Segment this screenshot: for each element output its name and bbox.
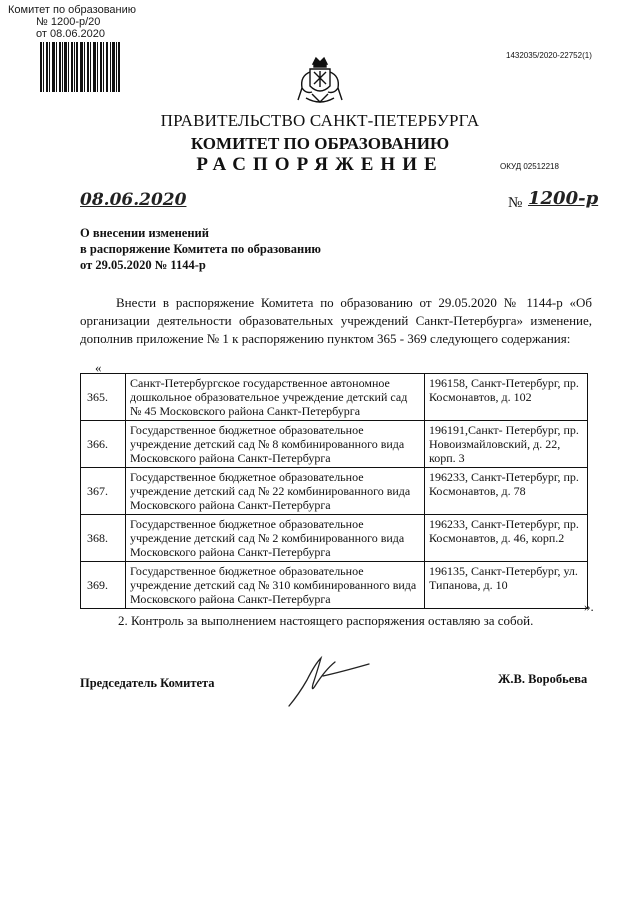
opening-quote: « bbox=[95, 360, 102, 375]
row-number: 367. bbox=[81, 468, 126, 515]
table-row bbox=[81, 421, 588, 468]
signatory-position: Председатель Комитета bbox=[80, 676, 215, 690]
institution-name: Государственное бюджетное образовательное учреждение детский сад № 310 комбинированного вида Московского района Санкт-Петербурга bbox=[126, 562, 425, 609]
barcode-icon bbox=[40, 42, 120, 92]
table-row bbox=[81, 374, 588, 421]
coat-of-arms-icon bbox=[296, 54, 344, 106]
institutions-table bbox=[80, 373, 588, 609]
government-title: ПРАВИТЕЛЬСТВО САНКТ-ПЕТЕРБУРГА bbox=[160, 111, 480, 130]
row-number: 368. bbox=[81, 515, 126, 562]
document-subject bbox=[80, 225, 321, 273]
institution-address: 196135, Санкт-Петербург, ул. Типанова, д. 10 bbox=[425, 562, 588, 609]
order-number-label: № bbox=[508, 195, 523, 211]
table-row bbox=[81, 515, 588, 562]
table-row bbox=[81, 468, 588, 515]
subject-line-3: от 29.05.2020 № 1144-р bbox=[80, 258, 206, 272]
committee-title: КОМИТЕТ ПО ОБРАЗОВАНИЮ bbox=[190, 134, 450, 153]
stamp-line-3: от 08.06.2020 bbox=[36, 28, 106, 40]
row-number: 366. bbox=[81, 421, 126, 468]
subject-line-2: в распоряжение Комитета по образованию bbox=[80, 242, 321, 256]
okud-code: ОКУД 02512218 bbox=[500, 162, 559, 171]
subject-line-1: О внесении изменений bbox=[80, 226, 209, 240]
signature-icon bbox=[285, 650, 375, 710]
institution-address: 196158, Санкт-Петербург, пр. Космонавтов, д. 102 bbox=[425, 374, 588, 421]
institution-address: 196191,Санкт- Петербург, пр. Новоизмайловский, д. 22, корп. 3 bbox=[425, 421, 588, 468]
institution-name: Санкт-Петербургское государственное автономное дошкольное образовательное учреждение детский сад № 45 Московского района Санкт-Петербурга bbox=[126, 374, 425, 421]
institution-name: Государственное бюджетное образовательное учреждение детский сад № 8 комбинированного вида Московского района Санкт-Петербурга bbox=[126, 421, 425, 468]
document-type: РАСПОРЯЖЕНИЕ bbox=[196, 154, 444, 175]
institution-address: 196233, Санкт-Петербург, пр. Космонавтов, д. 46, корп.2 bbox=[425, 515, 588, 562]
registration-number: 1432035/2020-22752(1) bbox=[506, 51, 592, 60]
stamp-line-2: № 1200-р/20 bbox=[36, 16, 101, 28]
control-clause: 2. Контроль за выполнением настоящего распоряжения оставляю за собой. bbox=[118, 613, 534, 628]
institution-name: Государственное бюджетное образовательное учреждение детский сад № 2 комбинированного вида Московского района Санкт-Петербурга bbox=[126, 515, 425, 562]
main-paragraph bbox=[80, 294, 592, 348]
stamp-line-1: Комитет по образованию bbox=[8, 4, 136, 16]
order-number-handwritten: 1200-р bbox=[528, 188, 599, 209]
institution-name: Государственное бюджетное образовательное учреждение детский сад № 22 комбинированного вида Московского района Санкт-Петербурга bbox=[126, 468, 425, 515]
closing-quote: ». bbox=[584, 599, 594, 614]
row-number: 365. bbox=[81, 374, 126, 421]
table-row bbox=[81, 562, 588, 609]
institution-address: 196233, Санкт-Петербург, пр. Космонавтов, д. 78 bbox=[425, 468, 588, 515]
signatory-name: Ж.В. Воробьева bbox=[498, 672, 588, 686]
row-number: 369. bbox=[81, 562, 126, 609]
order-date-handwritten: 08.06.2020 bbox=[80, 190, 187, 210]
registration-stamp bbox=[8, 4, 136, 40]
paragraph-text: Внести в распоряжение Комитета по образованию от 29.05.2020 № 1144-р «Об организации деятельности образовательных учреждений Санкт-Петербурга» изменение, дополнив приложение № 1 к распоряжению пунктом 365 - 369 следующего содержания: bbox=[80, 295, 592, 346]
